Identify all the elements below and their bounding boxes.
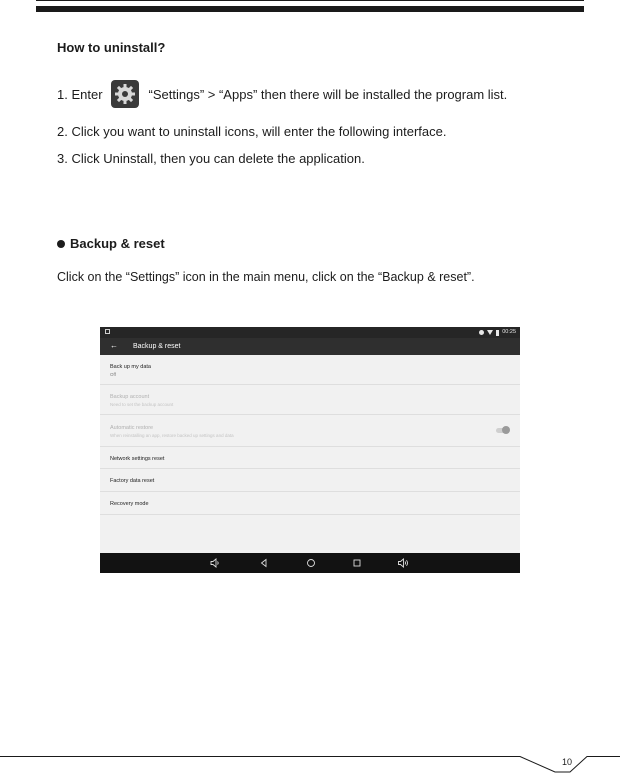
setting-title: Back up my data [110,364,151,370]
automatic-restore-toggle [496,428,508,433]
setting-back-up-my-data[interactable] [100,355,520,385]
step-1-suffix: “Settings” > “Apps” then there will be installed the program list. [148,86,508,102]
battery-icon [496,330,499,336]
step-2: 2. Click you want to uninstall icons, will enter the following interface. [57,124,447,139]
setting-backup-account [100,385,520,415]
navigation-bar [100,553,520,573]
notification-icon [105,329,110,334]
section-title [57,236,165,251]
back-arrow-icon[interactable]: ← [110,341,118,350]
app-bar [100,338,520,355]
footer-rule [0,756,520,757]
backup-reset-screenshot [100,327,520,573]
header-rule [36,6,584,12]
dnd-icon [479,330,484,335]
page-heading: How to uninstall? [57,40,166,55]
section-description: Click on the “Settings” icon in the main menu, click on the “Backup & reset”. [57,270,475,284]
wifi-icon [487,330,493,335]
back-nav-icon[interactable] [258,557,270,569]
setting-title: Factory data reset [110,478,155,484]
setting-network-settings-reset[interactable] [100,447,520,469]
bullet-icon [57,240,65,248]
volume-down-icon[interactable] [209,557,221,569]
setting-factory-data-reset[interactable] [100,469,520,492]
section-title-text: Backup & reset [70,236,165,251]
home-nav-icon[interactable] [305,557,317,569]
setting-subtitle: Need to set the backup account [110,402,174,407]
status-bar [100,327,520,338]
step-1-prefix: 1. Enter [57,86,103,102]
setting-subtitle: Off [110,372,116,377]
setting-title: Automatic restore [110,425,154,431]
settings-gear-icon [111,80,139,108]
recents-nav-icon[interactable] [351,557,363,569]
setting-recovery-mode[interactable] [100,492,520,515]
header-rule-thin [36,0,584,1]
setting-title: Recovery mode [110,501,149,507]
setting-automatic-restore [100,415,520,447]
app-bar-title: Backup & reset [133,343,181,350]
status-right [479,328,516,337]
page-number: 10 [562,757,573,767]
status-time: 00:25 [502,329,516,335]
step-1 [57,80,507,108]
step-3: 3. Click Uninstall, then you can delete the application. [57,151,365,166]
setting-title: Backup account [110,394,150,400]
setting-subtitle: When reinstalling an app, restore backed up settings and data [110,433,234,438]
setting-title: Network settings reset [110,456,165,462]
volume-up-icon[interactable] [397,557,409,569]
